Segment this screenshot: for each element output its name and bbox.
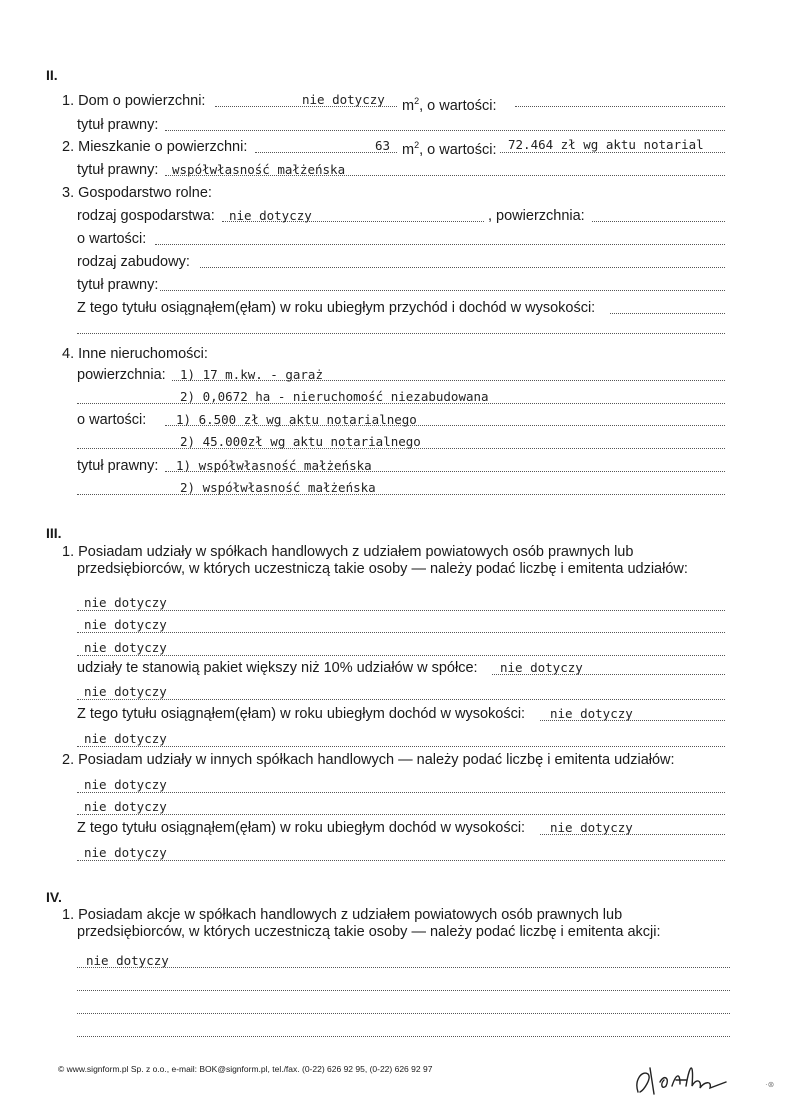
stocks-line-b	[77, 990, 730, 991]
stocks-line-d	[77, 1036, 730, 1037]
other-shares-line-a	[77, 792, 725, 793]
other-property-label: 4. Inne nieruchomości:	[62, 346, 208, 362]
shares-value-2: nie dotyczy	[84, 617, 167, 632]
farm-title-label: tytuł prawny:	[77, 277, 159, 293]
shares-income-value-2: nie dotyczy	[84, 731, 167, 746]
other-area-value-2: 2) 0,0672 ha - nieruchomość niezabudowana	[180, 389, 489, 404]
shares-line-1: 1. Posiadam udziały w spółkach handlowych z udziałem powiatowych osób prawnych lub	[62, 544, 634, 560]
stocks-value: nie dotyczy	[86, 953, 169, 968]
stocks-line-2: przedsiębiorców, w których uczestniczą takie osoby — należy podać liczbę i emitenta akcji:	[77, 924, 661, 940]
shares-line-a	[77, 610, 725, 611]
other-shares-label: 2. Posiadam udziały w innych spółkach handlowych — należy podać liczbę i emitenta udziałów:	[62, 752, 675, 768]
farm-area-line	[592, 221, 725, 222]
farm-title-line	[160, 290, 725, 291]
farm-label: 3. Gospodarstwo rolne:	[62, 185, 212, 201]
farm-type-label: rodzaj gospodarstwa:	[77, 208, 215, 224]
farm-income-line	[610, 313, 725, 314]
shares-line-2: przedsiębiorców, w których uczestniczą takie osoby — należy podać liczbę i emitenta udziałów:	[77, 561, 688, 577]
other-title-value-2: 2) współwłasność małżeńska	[180, 480, 376, 495]
farm-value-label: o wartości:	[77, 231, 147, 247]
farm-value-line	[155, 244, 725, 245]
house-value-line	[515, 106, 725, 107]
farm-type-value: nie dotyczy	[229, 208, 312, 223]
other-area-label: powierzchnia:	[77, 367, 166, 383]
house-title-label: tytuł prawny:	[77, 117, 159, 133]
house-unit: $m^2$, o wartości:	[402, 96, 497, 114]
flat-value: 72.464 zł wg aktu notarial	[508, 137, 704, 152]
other-shares-value-1: nie dotyczy	[84, 777, 167, 792]
packet-line-2	[77, 699, 725, 700]
shares-income-label: Z tego tytułu osiągnąłem(ęłam) w roku ubiegłym dochód w wysokości:	[77, 706, 526, 722]
other-shares-income-line-2	[77, 860, 725, 861]
house-area-label: 1. Dom o powierzchni:	[62, 93, 206, 109]
shares-value-1: nie dotyczy	[84, 595, 167, 610]
other-title-label: tytuł prawny:	[77, 458, 159, 474]
other-shares-income-value-2: nie dotyczy	[84, 845, 167, 860]
shares-income-value: nie dotyczy	[550, 706, 633, 721]
footer-copyright: © www.signform.pl Sp. z o.o., e-mail: BOK@signform.pl, tel./fax. (0-22) 626 92 95, (0-22) 626 92 97	[58, 1064, 433, 1074]
other-value-label: o wartości:	[77, 412, 147, 428]
section-2-heading: II.	[46, 67, 58, 83]
packet-label: udziały te stanowią pakiet większy niż 10% udziałów w spółce:	[77, 660, 478, 676]
other-title-line-2	[77, 494, 725, 495]
flat-title-value: współwłasność małżeńska	[172, 162, 346, 177]
stocks-line-c	[77, 1013, 730, 1014]
section-3-heading: III.	[46, 525, 62, 541]
shares-income-line-2	[77, 746, 725, 747]
house-title-line	[165, 130, 725, 131]
stocks-line-a	[77, 967, 730, 968]
other-shares-income-label: Z tego tytułu osiągnąłem(ęłam) w roku ubiegłym dochód w wysokości:	[77, 820, 526, 836]
other-value-1: 1) 6.500 zł wg aktu notarialnego	[176, 412, 417, 427]
section-4-heading: IV.	[46, 889, 62, 905]
other-title-value-1: 1) współwłasność małżeńska	[176, 458, 372, 473]
shares-value-3: nie dotyczy	[84, 640, 167, 655]
flat-area-value: 63	[375, 138, 391, 153]
corner-mark: ·⊗	[765, 1080, 775, 1089]
other-shares-line-b	[77, 814, 725, 815]
flat-area-label: 2. Mieszkanie o powierzchni:	[62, 139, 248, 155]
stocks-line-1: 1. Posiadam akcje w spółkach handlowych z udziałem powiatowych osób prawnych lub	[62, 907, 623, 923]
house-area-value: nie dotyczy	[302, 92, 385, 107]
flat-title-label: tytuł prawny:	[77, 162, 159, 178]
farm-income-line-2	[77, 333, 725, 334]
other-shares-value-2: nie dotyczy	[84, 799, 167, 814]
farm-income-label: Z tego tytułu osiągnąłem(ęłam) w roku ubiegłym przychód i dochód w wysokości:	[77, 300, 596, 316]
handwritten-signature	[630, 1052, 740, 1103]
farm-build-line	[200, 267, 725, 268]
farm-build-label: rodzaj zabudowy:	[77, 254, 190, 270]
shares-line-b	[77, 632, 725, 633]
packet-value-2: nie dotyczy	[84, 684, 167, 699]
farm-area-label: , powierzchnia:	[488, 208, 585, 224]
other-area-value-1: 1) 17 m.kw. - garaż	[180, 367, 323, 382]
packet-value: nie dotyczy	[500, 660, 583, 675]
other-shares-income-value: nie dotyczy	[550, 820, 633, 835]
shares-line-c	[77, 655, 725, 656]
flat-unit: $m^2$, o wartości:	[402, 140, 497, 158]
other-value-2: 2) 45.000zł wg aktu notarialnego	[180, 434, 421, 449]
